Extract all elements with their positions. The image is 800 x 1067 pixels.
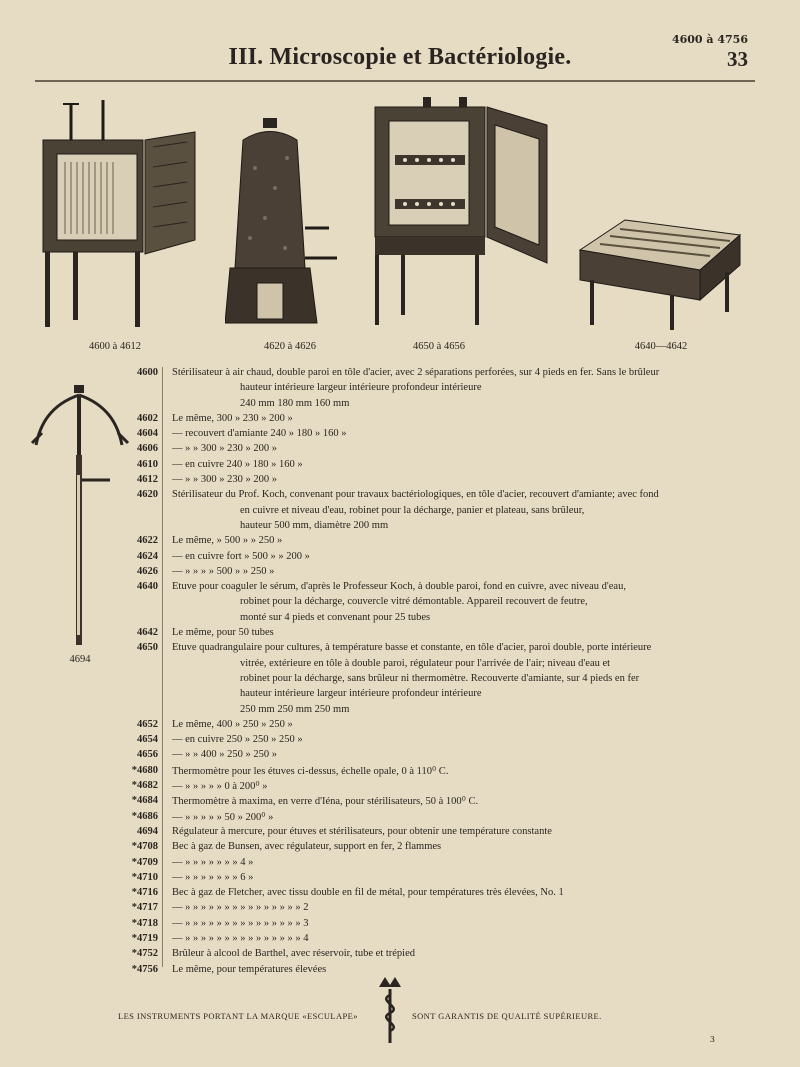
item-description: — » » » » » » » 6 »: [172, 871, 254, 883]
catalog-row: [100, 811, 720, 826]
page-number: 33: [727, 47, 748, 71]
catalog-row: [100, 581, 720, 596]
item-number: 4620: [137, 489, 158, 501]
item-description: — en cuivre 250 » 250 » 250 »: [172, 734, 303, 746]
item-number: *4684: [131, 795, 158, 807]
item-description: Stérilisateur du Prof. Koch, convenant pour travaux bactériologiques, en tôle d'acier, recouvert d'amiante; avec fond: [172, 489, 659, 501]
item-description: — » » » » » » » » » » » » » » » 3: [172, 917, 309, 929]
catalog-row: [100, 551, 720, 566]
item-description: — » » 300 » 230 » 200 »: [172, 474, 277, 486]
catalog-row: [100, 367, 720, 382]
item-description: Brûleur à alcool de Barthel, avec réservoir, tube et trépied: [172, 948, 416, 960]
item-description: hauteur 500 mm, diamètre 200 mm: [240, 519, 389, 531]
esculape-logo: [373, 975, 407, 1045]
catalog-row: [100, 673, 720, 688]
catalog-row: [100, 398, 720, 413]
item-number: *4709: [131, 856, 158, 868]
catalog-row: [100, 535, 720, 550]
item-number: *4682: [131, 780, 158, 792]
catalog-row: [100, 964, 720, 979]
item-description: — » » » » » » » » » » » » » » » 4: [172, 932, 309, 944]
catalog-row: [100, 612, 720, 627]
item-description: — » » 300 » 230 » 200 »: [172, 443, 277, 455]
catalog-row: [100, 704, 720, 719]
catalog-row: [100, 658, 720, 673]
item-description: 240 mm 180 mm 160 mm: [240, 397, 350, 409]
item-number: 4694: [137, 825, 158, 837]
catalog-row: [100, 428, 720, 443]
item-description: Thermomètre à maxima, en verre d'Iéna, pour stérilisateurs, 50 à 100⁰ C.: [172, 796, 479, 808]
item-number: 4656: [137, 749, 158, 761]
catalog-row: [100, 505, 720, 520]
koch-sterilizer-illustration: [225, 118, 350, 338]
item-description: Le même, 400 » 250 » 250 »: [172, 718, 293, 730]
catalog-row: [100, 382, 720, 397]
catalog-row: [100, 443, 720, 458]
catalog-row: [100, 474, 720, 489]
item-description: Régulateur à mercure, pour étuves et stérilisateurs, pour obtenir une température constante: [172, 825, 552, 837]
item-number: 4642: [137, 627, 158, 639]
catalog-row: [100, 520, 720, 535]
catalog-row: [100, 780, 720, 795]
item-description: Le même, » 500 » » 250 »: [172, 535, 283, 547]
footer-left: LES INSTRUMENTS PORTANT LA MARQUE «ESCULAPE»: [118, 1011, 358, 1021]
catalog-row: [100, 734, 720, 749]
item-description: — recouvert d'amiante 240 » 180 » 160 »: [172, 428, 347, 440]
catalog-row: [100, 765, 720, 780]
catalog-row: [100, 688, 720, 703]
item-number: *4708: [131, 841, 158, 853]
catalog-row: [100, 566, 720, 581]
hot-air-sterilizer-illustration: [35, 92, 205, 337]
figure-caption: 4620 à 4626: [264, 341, 316, 352]
figure-caption: 4650 à 4656: [413, 341, 465, 352]
item-description: robinet pour la décharge, sans brûleur ni thermomètre. Recouverte d'amiante, sur 4 pieds en fer: [240, 672, 640, 684]
header-rule: [35, 80, 755, 82]
item-description: Etuve pour coaguler le sérum, d'après le Professeur Koch, à double paroi, fond en cuivre, avec niveau d'eau,: [172, 581, 626, 593]
item-description: — en cuivre fort » 500 » » 200 »: [172, 550, 310, 562]
catalog-row: [100, 887, 720, 902]
catalog-row: [100, 902, 720, 917]
catalog-row: [100, 459, 720, 474]
item-description: — » » » » » 0 à 200⁰ »: [172, 781, 268, 793]
item-description: vitrée, extérieure en tôle à double paroi, régulateur pour l'arrivée de l'air; niveau d'eau et: [240, 657, 611, 669]
page-range: 4600 à 4756: [671, 33, 748, 46]
item-description: — » » » » » » » 4 »: [172, 856, 254, 868]
item-number: 4606: [137, 443, 158, 455]
signature-mark: 3: [709, 1035, 715, 1044]
item-number: 4610: [137, 458, 158, 470]
item-description: — » » » » 500 » » 250 »: [172, 565, 275, 577]
item-description: robinet pour la décharge, couvercle vitré démontable. Appareil recouvert de feutre,: [240, 596, 588, 608]
item-number: *4686: [131, 810, 158, 822]
item-number: 4602: [137, 412, 158, 424]
figure-caption: 4640—4642: [634, 341, 688, 352]
catalog-row: [100, 872, 720, 887]
item-number: *4718: [131, 917, 158, 929]
catalog-row: [100, 413, 720, 428]
item-description: Bec à gaz de Fletcher, avec tissu double en fil de métal, pour températures très élevées, No. 1: [172, 887, 564, 899]
item-number: *4719: [131, 932, 158, 944]
catalog-row: [100, 489, 720, 504]
item-number: *4716: [131, 887, 158, 899]
page-title: III. Microscopie et Bactériologie.: [228, 44, 572, 70]
item-description: — en cuivre 240 » 180 » 160 »: [172, 458, 303, 470]
culture-oven-illustration: [365, 95, 555, 335]
catalog-row: [100, 918, 720, 933]
catalog-row: [100, 627, 720, 642]
item-number: 4640: [137, 581, 158, 593]
catalog-row: [100, 857, 720, 872]
item-description: Le même, pour 50 tubes: [172, 627, 274, 639]
item-description: — » » 400 » 250 » 250 »: [172, 749, 277, 761]
item-number: *4680: [131, 764, 158, 776]
catalog-list: [100, 367, 720, 979]
catalog-row: [100, 749, 720, 764]
catalog-row: [100, 642, 720, 657]
item-description: Le même, pour températures élevées: [172, 963, 327, 975]
catalog-row: [100, 841, 720, 856]
catalog-row: [100, 795, 720, 810]
figure-caption: 4600 à 4612: [89, 341, 141, 352]
item-number: 4650: [137, 642, 158, 654]
item-number: 4624: [137, 550, 158, 562]
item-description: — » » » » » » » » » » » » » » » 2: [172, 902, 309, 914]
item-number: 4654: [137, 734, 158, 746]
item-description: Etuve quadrangulaire pour cultures, à température basse et constante, en tôle d'acier, paroi double, porte intérieure: [172, 642, 652, 654]
item-number: *4756: [131, 963, 158, 975]
item-description: hauteur intérieure largeur intérieure profondeur intérieure: [240, 382, 482, 394]
item-description: Thermomètre pour les étuves ci-dessus, échelle opale, 0 à 110⁰ C.: [172, 765, 449, 777]
serum-coagulator-illustration: [570, 210, 745, 335]
catalog-row: [100, 948, 720, 963]
item-number: 4622: [137, 535, 158, 547]
item-description: Stérilisateur à air chaud, double paroi en tôle d'acier, avec 2 séparations perforées, sur 4 pieds en fer. Sans le brûleur: [172, 367, 660, 378]
catalog-row: [100, 719, 720, 734]
item-description: Le même, 300 » 230 » 200 »: [172, 412, 293, 424]
catalog-row: [100, 933, 720, 948]
catalog-row: [100, 596, 720, 611]
item-number: 4604: [137, 428, 158, 440]
item-number: 4612: [137, 474, 158, 486]
item-number: *4710: [131, 871, 158, 883]
item-number: 4626: [137, 565, 158, 577]
item-description: hauteur intérieure largeur intérieure profondeur intérieure: [240, 688, 482, 700]
catalog-row: [100, 826, 720, 841]
figure-caption: 4694: [69, 654, 91, 665]
item-description: en cuivre et niveau d'eau, robinet pour la décharge, panier et plateau, sans brûleur,: [240, 504, 585, 516]
item-description: monté sur 4 pieds et convenant pour 25 tubes: [240, 611, 431, 623]
item-description: Bec à gaz de Bunsen, avec régulateur, support en fer, 2 flammes: [172, 841, 442, 853]
item-number: *4717: [131, 902, 158, 914]
footer-right: SONT GARANTIS DE QUALITÉ SUPÉRIEURE.: [412, 1011, 602, 1021]
item-description: — » » » » » 50 » 200⁰ »: [172, 811, 274, 823]
item-number: 4652: [137, 718, 158, 730]
item-description: 250 mm 250 mm 250 mm: [240, 703, 350, 715]
item-number: 4600: [137, 367, 158, 378]
item-number: *4752: [131, 948, 158, 960]
